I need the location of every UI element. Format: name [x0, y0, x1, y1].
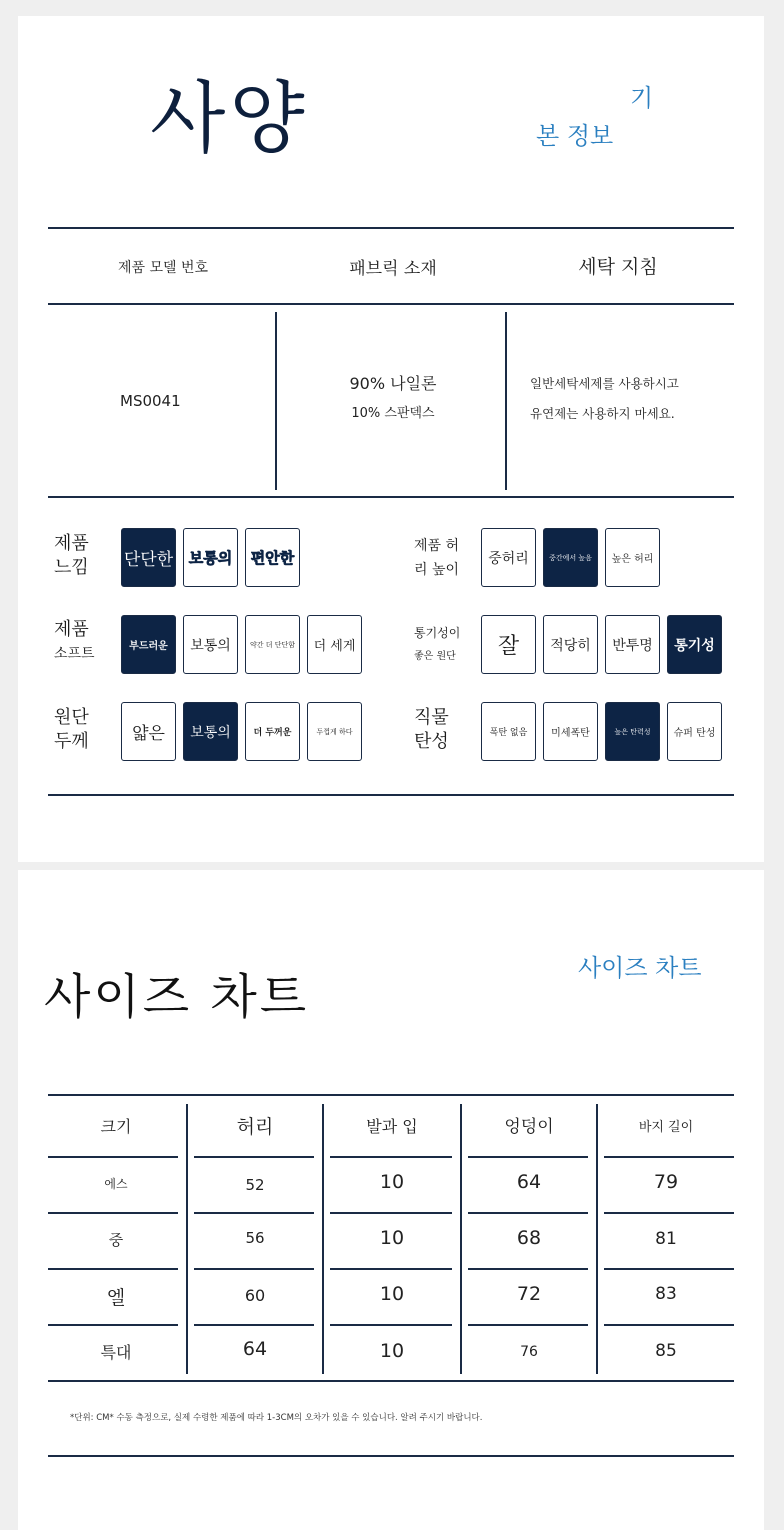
hip-cell: 72: [516, 1283, 542, 1305]
column-divider: [505, 312, 507, 490]
hip-cell: 64: [516, 1171, 542, 1193]
option-chip: 더 두꺼운: [245, 702, 300, 761]
option-chip: 중허리: [481, 528, 536, 587]
option-chip: 편안한: [245, 528, 300, 587]
option-chip: 단단한: [121, 528, 176, 587]
option-chip: 미세폭탄: [543, 702, 598, 761]
hem-cell: 10: [379, 1171, 405, 1193]
option-chip: 잘: [481, 615, 536, 674]
row-separator: [48, 1268, 178, 1270]
fabric-line-2: 10% 스판덱스: [351, 406, 435, 421]
hem-cell: 10: [379, 1227, 405, 1249]
row-separator: [194, 1324, 314, 1326]
hip-cell: 68: [516, 1227, 542, 1249]
size-cell: 엘: [106, 1287, 126, 1309]
attr-label-thickness: 원단 두께: [54, 707, 89, 752]
divider: [48, 1380, 734, 1382]
option-chip: 폭탄 없음: [481, 702, 536, 761]
hip-cell: 76: [520, 1344, 538, 1360]
row-separator: [194, 1268, 314, 1270]
row-separator: [604, 1212, 734, 1214]
spec-title: 사양: [150, 74, 309, 164]
spec-panel: [18, 16, 764, 862]
hem-header: 발과 입: [366, 1117, 418, 1136]
row-separator: [468, 1324, 588, 1326]
row-separator: [604, 1156, 734, 1158]
option-chip: 얇은: [121, 702, 176, 761]
size-cell: 특대: [100, 1343, 132, 1362]
divider: [48, 496, 734, 498]
length-cell: 79: [653, 1171, 679, 1193]
size-cell: 중: [108, 1231, 124, 1249]
hem-cell: 10: [379, 1283, 405, 1305]
option-chip: 반투명: [605, 615, 660, 674]
row-separator: [194, 1212, 314, 1214]
waist-cell: 52: [245, 1176, 265, 1194]
attr-label-breathability: 통기성이 좋은 원단: [414, 626, 461, 662]
row-separator: [468, 1156, 588, 1158]
measurement-note: *단위: CM* 수동 측정으로, 실제 수령한 제품에 따라 1-3CM의 오차가 있을 수 있습니다. 알려 주시기 바랍니다.: [70, 1413, 483, 1423]
option-chip: 통기성: [667, 615, 722, 674]
option-chip: 슈퍼 탄성: [667, 702, 722, 761]
column-divider: [275, 312, 277, 490]
waist-header: 허리: [236, 1116, 274, 1138]
option-chip: 더 세게: [307, 615, 362, 674]
washing-line-1: 일반세탁세제를 사용하시고: [530, 376, 679, 391]
length-cell: 81: [655, 1229, 677, 1249]
length-cell: 83: [655, 1284, 677, 1304]
divider: [48, 227, 734, 229]
row-separator: [330, 1212, 452, 1214]
fabric-line-1: 90% 나일론: [349, 374, 437, 393]
waist-cell: 64: [242, 1338, 268, 1360]
row-separator: [330, 1156, 452, 1158]
option-chip: 두껍게 하다: [307, 702, 362, 761]
attr-label-softness: 제품 소프트: [54, 619, 95, 662]
row-separator: [330, 1324, 452, 1326]
option-chip: 보통의: [183, 702, 238, 761]
option-chip: 적당히: [543, 615, 598, 674]
row-separator: [48, 1212, 178, 1214]
attr-label-waist-height: 제품 허 리 높이: [414, 538, 460, 578]
row-separator: [604, 1324, 734, 1326]
size-chart-side-title: 사이즈 차트: [578, 954, 702, 982]
attr-label-feel: 제품 느낌: [54, 533, 89, 578]
waist-cell: 56: [245, 1229, 265, 1247]
divider: [48, 1094, 734, 1096]
hem-cell: 10: [379, 1340, 405, 1362]
washing-line-2: 유연제는 사용하지 마세요.: [530, 406, 675, 421]
divider: [48, 794, 734, 796]
row-separator: [330, 1268, 452, 1270]
size-header: 크기: [100, 1117, 132, 1136]
divider: [48, 1455, 734, 1457]
size-chart-title: 사이즈 차트: [44, 969, 310, 1025]
length-header: 바지 길이: [638, 1120, 694, 1135]
row-separator: [48, 1324, 178, 1326]
option-chip: 높은 허리: [605, 528, 660, 587]
row-separator: [194, 1156, 314, 1158]
row-separator: [604, 1268, 734, 1270]
size-cell: 에스: [104, 1177, 128, 1191]
option-chip: 약간 더 단단함: [245, 615, 300, 674]
waist-cell: 60: [244, 1286, 266, 1305]
length-cell: 85: [655, 1341, 677, 1361]
spec-side-title-bottom: 본 정보: [536, 122, 614, 150]
col-header-model: 제품 모델 번호: [117, 260, 209, 276]
size-chart-panel: [18, 870, 764, 1530]
col-header-fabric: 패브릭 소재: [349, 259, 437, 279]
row-separator: [48, 1156, 178, 1158]
option-chip: 부드러운: [121, 615, 176, 674]
option-chip: 보통의: [183, 615, 238, 674]
row-separator: [468, 1268, 588, 1270]
model-number-value: MS0041: [120, 392, 181, 410]
option-chip: 중간에서 높음: [543, 528, 598, 587]
divider: [48, 303, 734, 305]
col-header-washing: 세탁 지침: [578, 256, 658, 278]
attr-label-elasticity: 직물 탄성: [414, 707, 449, 752]
row-separator: [468, 1212, 588, 1214]
spec-side-title-top: 기: [630, 84, 654, 112]
hip-header: 엉덩이: [504, 1117, 554, 1137]
option-chip: 높은 탄력성: [605, 702, 660, 761]
option-chip: 보통의: [183, 528, 238, 587]
